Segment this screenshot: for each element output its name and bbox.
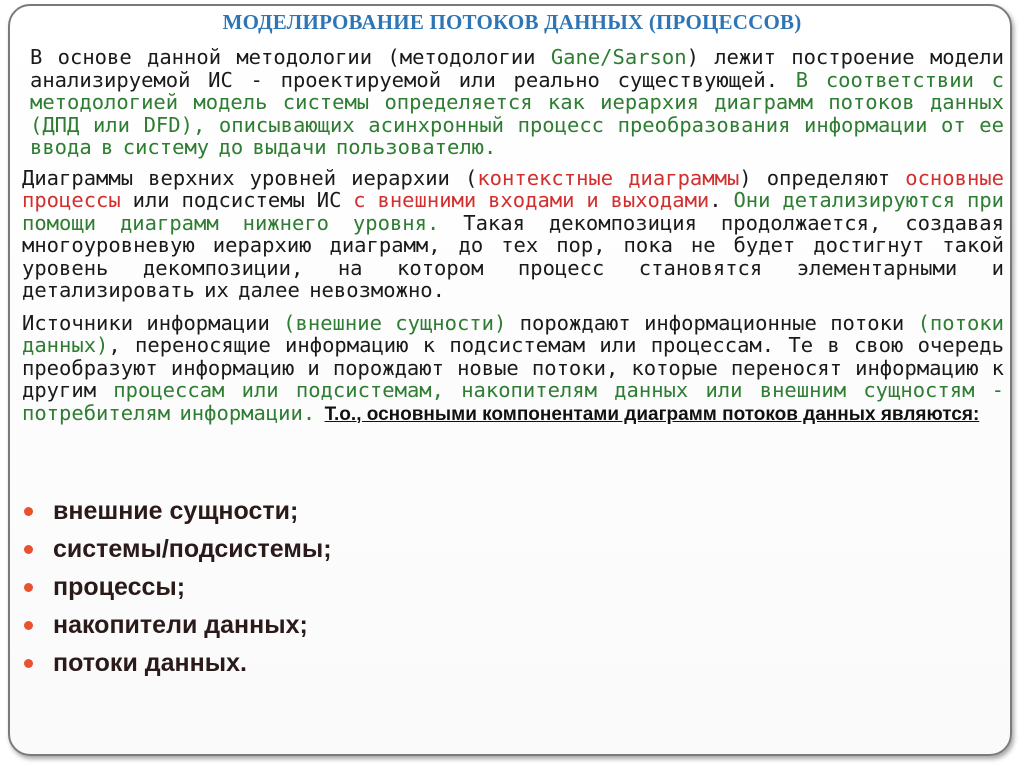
list-item-label: процессы; [53, 573, 186, 601]
list-item [24, 644, 332, 682]
term-main-processes: основные процессы [22, 165, 1004, 212]
paragraph-methodology [22, 46, 1004, 159]
bullet-icon [24, 583, 33, 592]
slide-body [22, 46, 1004, 436]
slide-title: МОДЕЛИРОВАНИЕ ПОТОКОВ ДАННЫХ (ПРОЦЕССОВ) [222, 10, 802, 34]
methodology-name: Gane/Sarson [550, 45, 687, 69]
text-segment: . [709, 188, 734, 212]
term-external-entities: (внешние сущности) [283, 310, 507, 335]
list-item [24, 606, 332, 644]
text-segment: , переносящие информацию к подсистемам или процессам. Те в свою очередь преобразуют информацию и порождают новые потоки, которые переносят информацию к другим [22, 333, 1004, 402]
text-segment: или подсистемы ИС [120, 188, 354, 212]
term-external-io: с внешними входами и выходами [353, 188, 710, 212]
text-segment-highlight: В соответствии с методологией модель системы определяется как иерархия диаграмм потоков данных (ДПД или DFD), описывающих асинхронный процесс преобразования информации от ее ввода в систему до выдачи пользователю. [30, 67, 1004, 159]
list-item [24, 530, 332, 568]
bullet-icon [24, 621, 33, 630]
text-segment: Источники информации [22, 310, 284, 335]
list-item-label: накопители данных; [53, 611, 308, 639]
list-item-label: внешние сущности; [53, 497, 299, 525]
text-segment: порождают информационные потоки [506, 310, 918, 335]
text-segment: ) лежит построение модели анализируемой ИС - проектируемой или реально существующей. [30, 45, 1004, 92]
bullet-icon [24, 507, 33, 516]
paragraph-sources [22, 312, 1004, 427]
term-data-flows: (потоки данных) [22, 310, 1004, 357]
text-segment-highlight: процессам или подсистемам, накопителям данных или внешним сущностям - потребителям информации. [22, 378, 1004, 425]
list-item-label: системы/подсистемы; [53, 535, 332, 563]
list-item [24, 492, 332, 530]
text-segment: Такая декомпозиция продолжается, создавая многоуровневую иерархию диаграмм, до тех пор, пока не будет достигнут такой уровень декомпозиции, на котором процесс становятся элементарными и детализировать их далее невозможно. [22, 210, 1004, 302]
bullet-icon [24, 545, 33, 554]
text-segment: ) определяют [739, 165, 906, 190]
summary-line: Т.о., основными компонентами диаграмм потоков данных являются: [324, 403, 980, 425]
components-list [24, 492, 332, 682]
text-segment: В основе данной методологии (методологии [30, 45, 551, 69]
text-segment-highlight: Они детализируются при помощи диаграмм нижнего уровня. [22, 188, 1005, 235]
list-item [24, 568, 332, 606]
term-context-diagrams: контекстные диаграммы [477, 165, 740, 190]
bullet-icon [24, 659, 33, 668]
paragraph-hierarchy [22, 167, 1004, 302]
text-segment: Диаграммы верхних уровней иерархии ( [22, 165, 478, 190]
list-item-label: потоки данных. [53, 649, 247, 677]
